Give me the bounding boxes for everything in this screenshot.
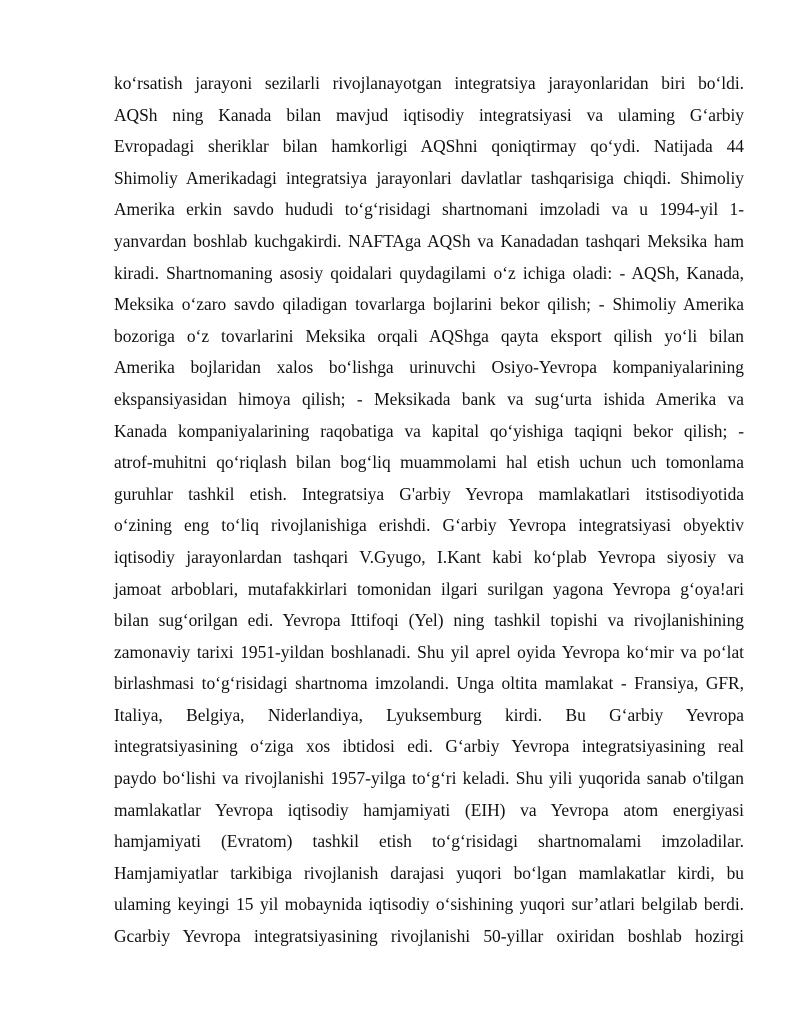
text-line: atrof-muhitni qo‘riqlash bilan bog‘liq muammolami hal etish uchun uch tomonlama xyxy=(114,452,744,473)
text-line: Shimoliy Amerikadagi integratsiya jarayonlari davlatlar tashqarisiga chiqdi. Shimoliy xyxy=(114,167,744,188)
body-text xyxy=(114,68,744,953)
text-line: bilan sug‘orilgan edi. Yevropa Ittifoqi (Yel) ning tashkil topishi va rivojlanishining xyxy=(114,610,744,631)
text-line: hamjamiyati (Evratom) tashkil etish to‘g‘risidagi shartnomalami imzoladilar. xyxy=(114,831,744,852)
text-line: jamoat arboblari, mutafakkirlari tomonidan ilgari surilgan yagona Yevropa g‘oya!ari xyxy=(114,578,744,599)
text-line: birlashmasi to‘g‘risidagi shartnoma imzolandi. Unga oltita mamlakat - Fransiya, GFR, xyxy=(114,673,744,694)
text-line: Evropadagi sheriklar bilan hamkorligi AQShni qoniqtirmay qo‘ydi. Natijada 44 xyxy=(114,136,744,157)
text-line: AQSh ning Kanada bilan mavjud iqtisodiy integratsiyasi va ulaming G‘arbiy xyxy=(114,104,744,125)
text-line: zamonaviy tarixi 1951-yildan boshlanadi. Shu yil aprel oyida Yevropa ko‘mir va po‘lat xyxy=(114,641,744,662)
text-line: ekspansiyasidan himoya qilish; - Meksikada bank va sug‘urta ishida Amerika va xyxy=(114,388,744,409)
text-line: Hamjamiyatlar tarkibiga rivojlanish darajasi yuqori bo‘lgan mamlakatlar kirdi, bu xyxy=(114,862,744,883)
text-line: integratsiyasining o‘ziga xos ibtidosi edi. G‘arbiy Yevropa integratsiyasining real xyxy=(114,736,744,757)
text-line: ulaming keyingi 15 yil mobaynida iqtisodiy o‘sishining yuqori sur’atlari belgilab berdi. xyxy=(114,894,744,915)
text-line: bozoriga o‘z tovarlarini Meksika orqali AQShga qayta eksport qilish yo‘li bilan xyxy=(114,325,744,346)
text-line: Amerika erkin savdo hududi to‘g‘risidagi shartnomani imzoladi va u 1994-yil 1- xyxy=(114,199,744,220)
text-line: iqtisodiy jarayonlardan tashqari V.Gyugo, I.Kant kabi ko‘plab Yevropa siyosiy va xyxy=(114,546,744,567)
text-line: guruhlar tashkil etish. Integratsiya G'arbiy Yevropa mamlakatlari itstisodiyotida xyxy=(114,483,744,504)
text-line: Italiya, Belgiya, Niderlandiya, Lyuksemburg kirdi. Bu G‘arbiy Yevropa xyxy=(114,704,744,725)
text-line: Kanada kompaniyalarining raqobatiga va kapital qo‘yishiga taqiqni bekor qilish; - xyxy=(114,420,744,441)
text-line: yanvardan boshlab kuchgakirdi. NAFTAga AQSh va Kanadadan tashqari Meksika ham xyxy=(114,230,744,251)
text-line: Gcarbiy Yevropa integratsiyasining rivojlanishi 50-yillar oxiridan boshlab hozirgi xyxy=(114,926,744,947)
text-line: o‘zining eng to‘liq rivojlanishiga erishdi. G‘arbiy Yevropa integratsiyasi obyektiv xyxy=(114,515,744,536)
text-line: paydo bo‘lishi va rivojlanishi 1957-yilga to‘g‘ri keladi. Shu yili yuqorida sanab o'tilgan xyxy=(114,768,744,789)
text-line: kiradi. Shartnomaning asosiy qoidalari quydagilami o‘z ichiga oladi: - AQSh, Kanada, xyxy=(114,262,744,283)
text-line: Amerika bojlaridan xalos bo‘lishga urinuvchi Osiyo-Yevropa kompaniyalarining xyxy=(114,357,744,378)
text-line: ko‘rsatish jarayoni sezilarli rivojlanayotgan integratsiya jarayonlaridan biri bo‘ldi. xyxy=(114,73,744,93)
text-line: Meksika o‘zaro savdo qiladigan tovarlarga bojlarini bekor qilish; - Shimoliy Amerika xyxy=(114,294,744,315)
text-line: mamlakatlar Yevropa iqtisodiy hamjamiyati (EIH) va Yevropa atom energiyasi xyxy=(114,799,744,820)
